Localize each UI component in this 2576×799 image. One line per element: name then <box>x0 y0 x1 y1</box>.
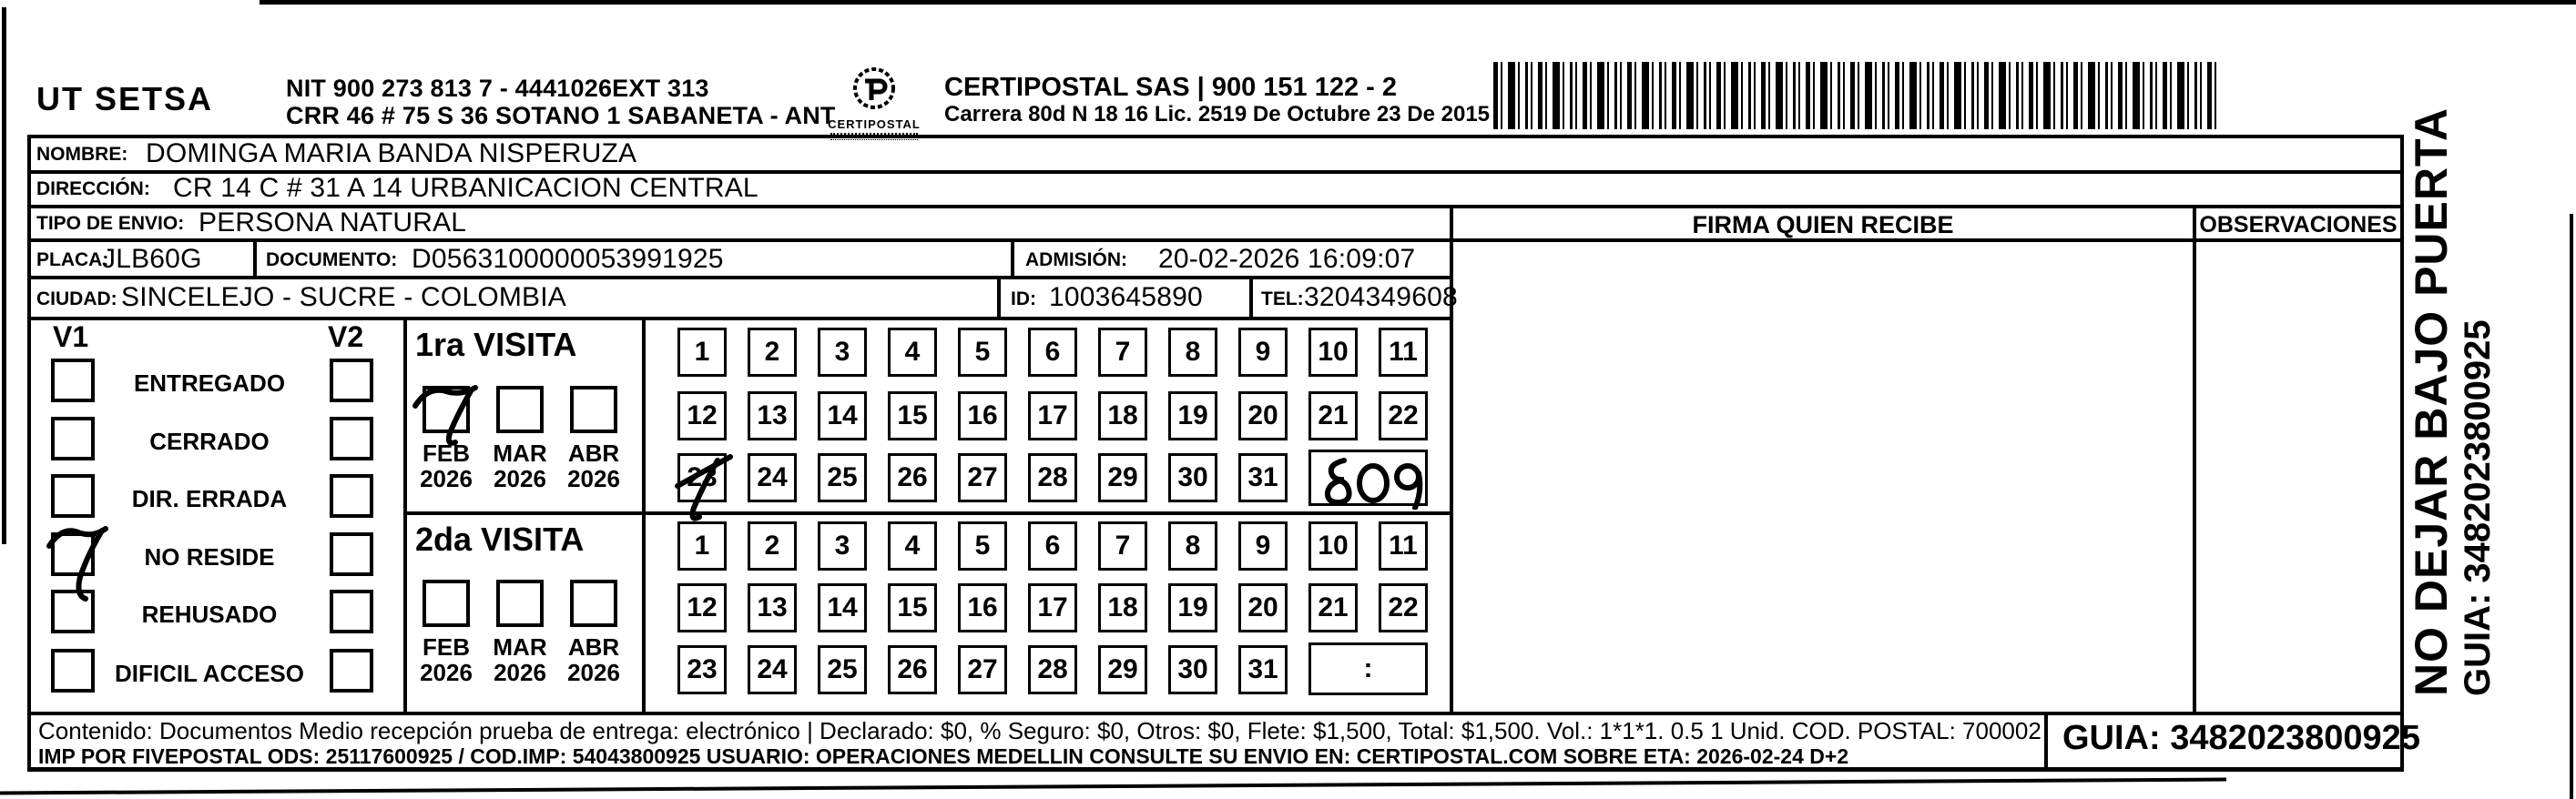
year-label: 2026 <box>420 659 473 686</box>
day-box-1: 1 <box>677 328 727 377</box>
direccion-value: CR 14 C # 31 A 14 URBANICACION CENTRAL <box>173 173 759 203</box>
ciudad-value: SINCELEJO - SUCRE - COLOMBIA <box>121 282 567 312</box>
v1-checkbox-dificil-acceso <box>51 649 95 693</box>
day-box-14: 14 <box>818 391 867 440</box>
day-box-16: 16 <box>958 391 1007 440</box>
visit1-grid-time-box <box>1308 450 1428 506</box>
certipostal-logo <box>824 66 924 140</box>
day-box-5: 5 <box>958 328 1007 377</box>
day-box-14: 14 <box>818 583 867 632</box>
day-box-21: 21 <box>1308 391 1358 440</box>
day-box-4: 4 <box>888 521 937 571</box>
day-box-30: 30 <box>1168 645 1217 694</box>
month-label-feb: FEB <box>423 440 470 467</box>
year-label: 2026 <box>567 465 620 492</box>
footer-imp-line: IMP POR FIVEPOSTAL ODS: 25117600925 / COD.IMP: 54043800925 USUARIO: OPERACIONES MEDELLIN CONSULTE SU ENVIO EN: CERTIPOSTAL.COM SOBRE ETA: 2026-02-24 D+2 <box>38 744 1849 768</box>
day-box-23: 23 <box>677 453 727 502</box>
nombre-label: NOMBRE: <box>36 144 128 165</box>
day-box-12: 12 <box>677 583 727 632</box>
admision-value: 20-02-2026 16:09:07 <box>1158 244 1416 274</box>
scan-right-edge <box>2570 214 2573 799</box>
status-label-cerrado: CERRADO <box>149 428 270 455</box>
id-label: ID: <box>1011 288 1036 309</box>
day-box-23: 23 <box>677 645 727 694</box>
day-box-7: 7 <box>1098 521 1147 571</box>
side-note <box>2406 106 2542 696</box>
day-box-9: 9 <box>1238 328 1288 377</box>
visit2-months-abr <box>557 580 630 685</box>
divider <box>642 317 646 714</box>
v2-checkbox-dificil-acceso <box>330 649 373 693</box>
status-label-no-reside: NO RESIDE <box>144 543 275 571</box>
v1-checkbox-rehusado <box>51 590 95 633</box>
month-checkbox-mar <box>496 580 544 627</box>
tipo-envio-value: PERSONA NATURAL <box>199 207 467 238</box>
certipostal-logo-text: CERTIPOSTAL <box>828 117 921 131</box>
month-checkbox-feb <box>423 580 470 627</box>
status-label-entregado: ENTREGADO <box>133 369 286 397</box>
visit2-months-feb <box>410 580 483 685</box>
day-box-26: 26 <box>888 453 937 502</box>
month-label-mar: MAR <box>493 440 547 467</box>
day-box-10: 10 <box>1308 328 1358 377</box>
visit1-months-feb <box>410 386 483 491</box>
day-box-29: 29 <box>1098 453 1147 502</box>
day-box-20: 20 <box>1238 391 1288 440</box>
month-label-abr: ABR <box>567 440 620 467</box>
guia-number: GUIA: 3482023800925 <box>2062 719 2420 757</box>
provider-license: Carrera 80d N 18 16 Lic. 2519 De Octubre 23 De 2015 <box>944 102 1491 126</box>
status-label-dir-errada: DIR. ERRADA <box>131 485 288 512</box>
day-box-28: 28 <box>1028 645 1077 694</box>
day-box-22: 22 <box>1379 583 1428 632</box>
firma-signature-area <box>1453 242 2193 712</box>
day-box-24: 24 <box>748 453 797 502</box>
year-label: 2026 <box>567 659 620 686</box>
month-checkbox-feb <box>423 386 470 433</box>
visit2-grid-time-box: : <box>1308 642 1428 695</box>
no-dejar-bajo-puerta-text: NO DEJAR BAJO PUERTA <box>2406 107 2457 696</box>
day-box-22: 22 <box>1379 391 1428 440</box>
day-box-3: 3 <box>818 328 867 377</box>
month-label-feb: FEB <box>423 633 470 661</box>
visit1-months-mar <box>484 386 556 491</box>
v1-checkbox-cerrado <box>51 417 95 460</box>
divider <box>253 238 257 278</box>
day-box-15: 15 <box>888 583 937 632</box>
day-box-8: 8 <box>1168 521 1217 571</box>
divider <box>27 317 1453 320</box>
day-box-5: 5 <box>958 521 1007 571</box>
day-box-8: 8 <box>1168 328 1217 377</box>
month-label-mar: MAR <box>493 633 547 661</box>
day-box-21: 21 <box>1308 583 1358 632</box>
scan-left-edge <box>2 7 6 544</box>
nombre-value: DOMINGA MARIA BANDA NISPERUZA <box>146 138 637 168</box>
day-box-19: 19 <box>1168 583 1217 632</box>
day-box-9: 9 <box>1238 521 1288 571</box>
sender-company: UT SETSA <box>36 80 214 117</box>
day-box-25: 25 <box>818 453 867 502</box>
sender-nit: NIT 900 273 813 7 - 4441026EXT 313 <box>286 75 709 102</box>
day-box-30: 30 <box>1168 453 1217 502</box>
v1-checkbox-dir-errada <box>51 474 95 518</box>
month-checkbox-mar <box>496 386 544 433</box>
tel-label: TEL: <box>1261 288 1304 309</box>
divider <box>2400 135 2404 771</box>
divider <box>27 135 31 771</box>
v1-checkbox-entregado <box>51 359 95 402</box>
v2-checkbox-cerrado <box>330 417 373 460</box>
id-value: 1003645890 <box>1049 282 1203 312</box>
day-box-26: 26 <box>888 645 937 694</box>
divider <box>403 317 407 714</box>
year-label: 2026 <box>420 465 473 492</box>
status-label-rehusado: REHUSADO <box>141 601 278 628</box>
day-box-12: 12 <box>677 391 727 440</box>
month-checkbox-abr <box>570 580 617 627</box>
divider <box>1249 276 1253 319</box>
day-box-17: 17 <box>1028 583 1077 632</box>
v2-checkbox-no-reside <box>330 532 373 576</box>
day-box-3: 3 <box>818 521 867 571</box>
visit2-months-mar <box>484 580 556 685</box>
day-box-20: 20 <box>1238 583 1288 632</box>
placa-label: PLACA: <box>36 249 109 270</box>
visit2-title: 2da VISITA <box>415 521 585 558</box>
barcode <box>1493 62 2220 129</box>
v2-checkbox-rehusado <box>330 590 373 633</box>
scan-bottom-edge <box>0 778 2226 795</box>
year-label: 2026 <box>494 465 546 492</box>
placa-value: JLB60G <box>102 244 202 274</box>
day-box-25: 25 <box>818 645 867 694</box>
ciudad-label: CIUDAD: <box>36 288 117 309</box>
day-box-6: 6 <box>1028 328 1077 377</box>
day-box-11: 11 <box>1379 521 1428 571</box>
v2-checkbox-dir-errada <box>330 474 373 518</box>
day-box-6: 6 <box>1028 521 1077 571</box>
visit1-title: 1ra VISITA <box>415 326 577 363</box>
v1-column-label: V1 <box>53 320 89 353</box>
v1-checkbox-no-reside <box>51 532 95 576</box>
direccion-label: DIRECCIÓN: <box>36 178 150 199</box>
day-box-15: 15 <box>888 391 937 440</box>
day-box-2: 2 <box>748 521 797 571</box>
year-label: 2026 <box>494 659 546 686</box>
day-box-1: 1 <box>677 521 727 571</box>
provider-name: CERTIPOSTAL SAS | 900 151 122 - 2 <box>944 73 1398 102</box>
day-box-13: 13 <box>748 391 797 440</box>
scan-top-edge <box>260 0 2576 5</box>
v2-column-label: V2 <box>328 320 364 353</box>
day-box-2: 2 <box>748 328 797 377</box>
side-guia-number: GUIA: 3482023800925 <box>2458 319 2498 696</box>
day-box-18: 18 <box>1098 583 1147 632</box>
admision-label: ADMISIÓN: <box>1025 249 1127 270</box>
day-box-19: 19 <box>1168 391 1217 440</box>
status-label-dificil-acceso: DIFICIL ACCESO <box>114 660 304 687</box>
observaciones-header: OBSERVACIONES <box>2199 212 2398 238</box>
day-box-16: 16 <box>958 583 1007 632</box>
firma-header: FIRMA QUIEN RECIBE <box>1692 211 1954 238</box>
certipostal-logo-icon <box>850 66 899 113</box>
day-box-10: 10 <box>1308 521 1358 571</box>
day-box-27: 27 <box>958 645 1007 694</box>
tipo-envio-label: TIPO DE ENVIO: <box>36 213 185 234</box>
divider <box>1011 238 1014 278</box>
footer-content-line: Contenido: Documentos Medio recepción prueba de entrega: electrónico | Declarado: $0, % Seguro: $0, Otros: $0, Flete: $1,500, Total: $1,500. Vol.: 1*1*1. 0.5 1 Unid. COD. POSTAL: 700002 <box>38 717 2041 744</box>
day-box-11: 11 <box>1379 328 1428 377</box>
day-box-13: 13 <box>748 583 797 632</box>
observaciones-area <box>2196 242 2400 712</box>
v2-checkbox-entregado <box>330 359 373 402</box>
day-box-31: 31 <box>1238 453 1288 502</box>
month-label-abr: ABR <box>567 633 620 661</box>
month-checkbox-abr <box>570 386 617 433</box>
day-box-17: 17 <box>1028 391 1077 440</box>
tel-value: 3204349608 <box>1304 282 1458 312</box>
day-box-29: 29 <box>1098 645 1147 694</box>
day-box-27: 27 <box>958 453 1007 502</box>
day-box-31: 31 <box>1238 645 1288 694</box>
divider <box>403 511 1453 515</box>
divider <box>27 276 1453 279</box>
visit1-months-abr <box>557 386 630 491</box>
divider <box>997 276 1001 319</box>
day-box-7: 7 <box>1098 328 1147 377</box>
day-box-4: 4 <box>888 328 937 377</box>
day-box-18: 18 <box>1098 391 1147 440</box>
day-box-28: 28 <box>1028 453 1077 502</box>
documento-value: D0563100000053991925 <box>412 244 724 274</box>
sender-address: CRR 46 # 75 S 36 SOTANO 1 SABANETA - ANT <box>286 102 836 129</box>
documento-label: DOCUMENTO: <box>266 249 398 270</box>
day-box-24: 24 <box>748 645 797 694</box>
divider <box>2044 712 2048 771</box>
